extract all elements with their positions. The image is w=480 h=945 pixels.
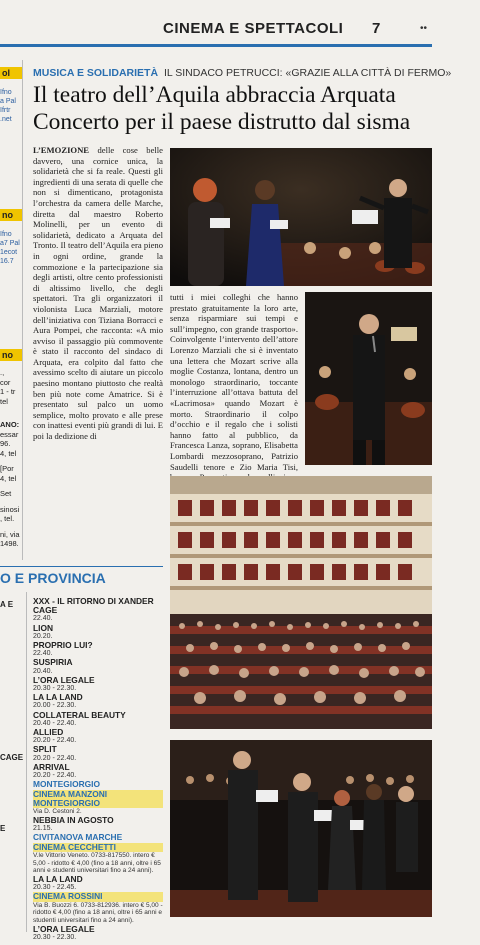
town-name: CIVITANOVA MARCHE bbox=[33, 832, 123, 843]
list-item bbox=[33, 658, 163, 675]
movie-title: COLLATERAL BEAUTY bbox=[33, 709, 126, 720]
left-strip-blue-2: Ifno a7 Pal 1ecot 16.7 bbox=[0, 231, 20, 265]
article-headline bbox=[33, 82, 433, 136]
movie-title: PROPRIO LUI? bbox=[33, 640, 93, 651]
showtimes: 20.20 - 22.40. bbox=[33, 737, 77, 745]
movie-title: SPLIT bbox=[33, 744, 57, 755]
movie-title: LA LA LAND bbox=[33, 692, 83, 703]
cinema-address: Via D. Cestoni 2. bbox=[33, 808, 82, 816]
photo-soloists-choir bbox=[170, 740, 432, 917]
showtimes: 20.30 - 22.30. bbox=[33, 933, 77, 941]
listings-divider bbox=[26, 592, 27, 932]
showtimes: 20.30 - 22.45. bbox=[33, 884, 77, 892]
headline-line-1: Il teatro dell’Aquila abbraccia Arquata bbox=[33, 82, 396, 108]
showtimes: 22.40. bbox=[33, 615, 53, 623]
article-column-1 bbox=[33, 145, 163, 442]
showtimes: 20.40 - 22.40. bbox=[33, 719, 77, 727]
article-body-1: delle cose belle davvero, una cornice unica, la solidarietà che si fa reale. Questi gli ingredienti di una serata di quelle che non si dimenticano, protagonista l’orchestra da camera delle Marche, diretta dal maestro Roberto Molinelli, per un evento di solidarietà, dedicato a Arquata del Tronto. Il teatro dell’Aquila era pieno in ogni ordine, grande la commozione e la partecipazione sia degli artisti, oltre cento professionisti di altissimo livello, che degli spettatori. Tra gli organizzatori il violonista Luca Marziali, motore dell’iniziativa con Tiziana Borracci e Aura Pompei, che racconta: «A mio avviso il passaggio più commovente è stato il racconto del sindaco di Arquata, era colpito dal fatto che avessimo scelto di aiutare un piccolo paesino montano piuttosto che realtà ben più note come Amatrice. Si è presentato sul palco un uomo semplice, molto provato e alle prese con inattesi eventi più grandi di lui. E poi la dedizione di bbox=[33, 145, 163, 442]
list-item bbox=[33, 816, 163, 833]
movie-title: SUSPIRIA bbox=[33, 657, 73, 668]
list-item bbox=[33, 641, 163, 658]
list-item bbox=[33, 925, 163, 942]
movie-title: LA LA LAND bbox=[33, 874, 83, 885]
photo-speaker-microphone-art bbox=[305, 292, 432, 465]
kicker-section: MUSICA E SOLIDARIETÀ bbox=[33, 67, 159, 79]
listings-section-title: O E PROVINCIA bbox=[0, 570, 106, 586]
article-body-2: tutti i miei colleghi che hanno prestato gratuitamente la loro arte, senza risparmiare sui tempi e sull’impegno, con grande trasporto». Coinvolgente l’intervento dell’attore Lorenzo Marziali che si è inventato una lettera che Mozart scrive alla moglie Costanza, lontana, dentro un monologo straordinario, toccante l’interruzione all’ottava battuta del «Lacrimosa» quando Mozart è morto. Straordinario il colpo d’occhio e il regalo che i solisti hanno fatto al pubblico, da Francesca Lanza, soprano, Elisabetta Lombardi mezzosoprano, Patrizio Saudelli tenore e Zio Maria Tisi, bbox=[170, 292, 298, 472]
movie-title: XXX - IL RITORNO DI XANDER CAGE bbox=[33, 596, 154, 616]
cinema-block bbox=[33, 790, 163, 816]
showtimes: 20.00 - 22.30. bbox=[33, 702, 77, 710]
header-dots: •• bbox=[420, 23, 428, 34]
left-strip-tag-top: ol bbox=[0, 67, 22, 79]
left-strip-tag-low: no bbox=[0, 349, 22, 361]
movie-title: L’ORA LEGALE bbox=[33, 674, 95, 685]
movie-title: LION bbox=[33, 622, 54, 633]
article-lead-word: L’EMOZIONE bbox=[33, 145, 90, 155]
page-number: 7 bbox=[372, 20, 381, 37]
showtimes: 20.40. bbox=[33, 667, 53, 675]
movie-title: L’ORA LEGALE bbox=[33, 923, 95, 934]
cinema-name: CINEMA MANZONI MONTEGIORGIO bbox=[33, 790, 163, 809]
list-item bbox=[33, 597, 163, 624]
list-item bbox=[33, 624, 163, 641]
cinema-address: Via B. Buozzi 6. 0733-812936. intero € 5,00 - ridotto € 4,00 (fino a 18 anni, oltre i 65 anni e studenti universitari fino a 24 anni). bbox=[33, 901, 163, 925]
left-cut-label: E bbox=[0, 824, 6, 833]
showtimes: 22.40. bbox=[33, 650, 53, 658]
town-name: MONTEGIORGIO bbox=[33, 779, 100, 790]
showtimes: 20.20. bbox=[33, 632, 53, 640]
left-strip-dark: ., cor 1 - tr tel ANO: essar 96. 4, tel [Por 4, tel Set sinosi , tel. ni, via 1498. bbox=[0, 368, 20, 548]
left-cut-label: CAGE bbox=[0, 753, 24, 762]
list-item bbox=[33, 745, 163, 762]
photo-theatre-audience-art bbox=[170, 476, 432, 729]
photo-theatre-audience bbox=[170, 476, 432, 729]
showtimes: 20.30 - 22.30. bbox=[33, 685, 77, 693]
left-strip-blue-1: Ifno a Pal Ifrtr .net bbox=[0, 89, 16, 123]
photo-soloists-choir-art bbox=[170, 740, 432, 917]
cinema-block bbox=[33, 892, 163, 924]
list-item bbox=[33, 728, 163, 745]
cinema-address: V.le Vittorio Veneto. 0733-817550. intero € 5,00 - ridotto € 4,00 (fino a 18 anni, oltre i 65 anni e studenti universitari fino a 24 anni). bbox=[33, 852, 161, 875]
showtimes: 20.20 - 22.40. bbox=[33, 772, 77, 780]
listings-rule bbox=[0, 566, 163, 567]
list-item bbox=[33, 875, 163, 892]
left-cut-label: A E bbox=[0, 600, 14, 609]
cinema-name: CINEMA CECCHETTI bbox=[33, 843, 163, 852]
list-item bbox=[33, 676, 163, 693]
column-divider bbox=[22, 60, 23, 560]
photo-speaker-microphone bbox=[305, 292, 432, 465]
showtimes: 20.20 - 22.40. bbox=[33, 754, 77, 762]
showtimes: 21.15. bbox=[33, 825, 53, 833]
list-item bbox=[33, 711, 163, 728]
header-rule bbox=[0, 44, 432, 47]
movie-title: NEBBIA IN AGOSTO bbox=[33, 815, 114, 826]
list-item bbox=[33, 693, 163, 710]
headline-line-2: Concerto per il paese distrutto dal sisma bbox=[33, 109, 411, 135]
movie-title: ALLIED bbox=[33, 727, 64, 738]
cinema-listings bbox=[33, 597, 163, 942]
cinema-block bbox=[33, 843, 163, 875]
list-item bbox=[33, 763, 163, 780]
photo-orchestra-soloists-art bbox=[170, 148, 432, 286]
left-strip-tag-mid: no bbox=[0, 209, 22, 221]
movie-title: ARRIVAL bbox=[33, 761, 70, 772]
article-kicker bbox=[33, 67, 451, 79]
photo-orchestra-soloists bbox=[170, 148, 432, 286]
cinema-name: CINEMA ROSSINI bbox=[33, 892, 163, 901]
section-title: CINEMA E SPETTACOLI bbox=[163, 20, 344, 37]
kicker-quote: IL SINDACO PETRUCCI: «GRAZIE ALLA CITTÀ DI FERMO» bbox=[163, 67, 452, 79]
